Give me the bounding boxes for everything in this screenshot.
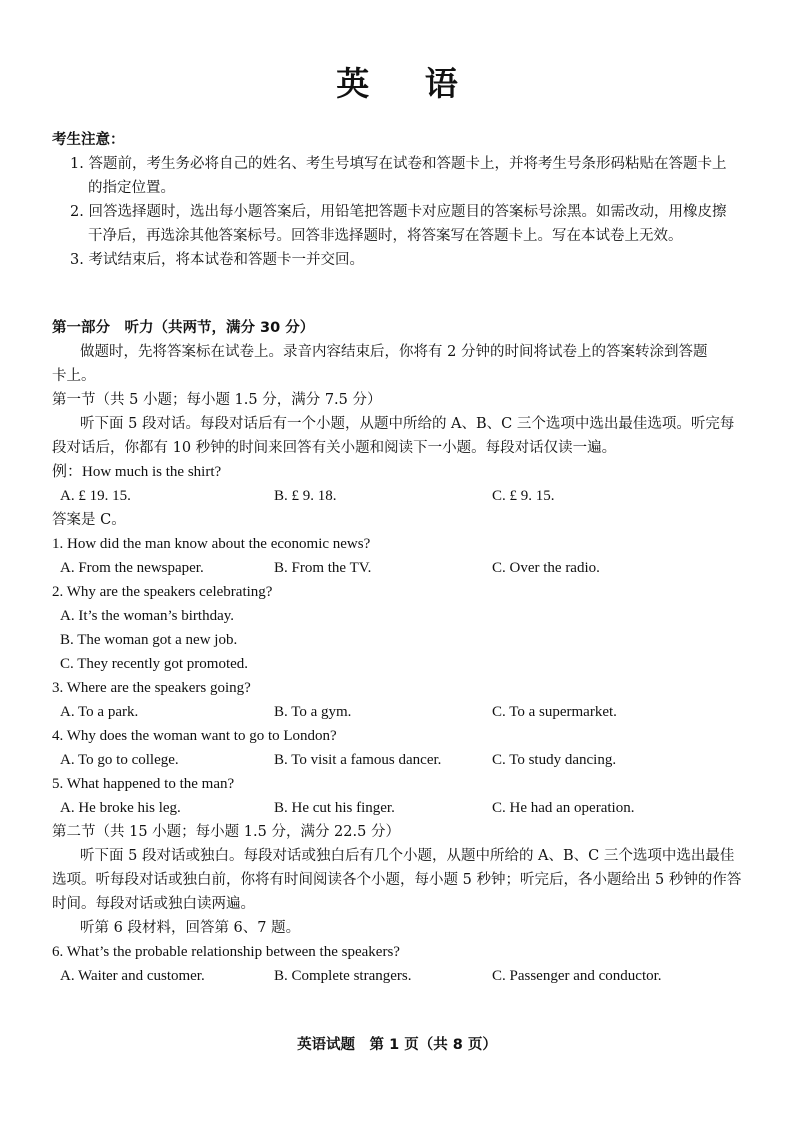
section2-instruction: 选项。听每段对话或独白前，你将有时间阅读各个小题，每小题 5 秒钟；听完后，各小题给出 5 秒钟的作答 — [52, 872, 742, 888]
page-footer: 英语试题 第 1 页（共 8 页） — [297, 1037, 497, 1053]
notice-item: 的指定位置。 — [88, 180, 175, 196]
option-b: B. He cut his finger. — [274, 800, 395, 816]
question-5: 5. What happened to the man? — [52, 776, 235, 792]
option-a: A. It’s the woman’s birthday. — [60, 608, 235, 624]
question-2: 2. Why are the speakers celebrating? — [52, 584, 273, 600]
question-3: 3. Where are the speakers going? — [52, 680, 251, 696]
option-c: C. He had an operation. — [492, 800, 635, 816]
option-b: B. From the TV. — [274, 560, 372, 576]
option-c: C. Passenger and conductor. — [492, 968, 662, 984]
question-6-options — [52, 964, 782, 988]
notice-section — [52, 128, 782, 272]
part1-instruction: 卡上。 — [52, 368, 96, 384]
option-c: C. To study dancing. — [492, 752, 617, 768]
notice-item: 1. 答题前，考生务必将自己的姓名、考生号填写在试卷和答题卡上，并将考生号条形码粘贴在答题卡上 — [70, 156, 727, 172]
example-question: 例：How much is the shirt? — [52, 464, 222, 480]
option-a: A. From the newspaper. — [60, 560, 204, 576]
section1-instruction: 听下面 5 段对话。每段对话后有一个小题，从题中所给的 A、B、C 三个选项中选出最佳选项。听完每 — [80, 416, 735, 432]
part1-section — [52, 316, 782, 988]
question-6: 6. What’s the probable relationship between the speakers? — [52, 944, 400, 960]
section1-heading: 第一节（共 5 小题；每小题 1.5 分，满分 7.5 分） — [52, 392, 382, 408]
notice-heading: 考生注意： — [52, 132, 125, 148]
notice-item: 2. 回答选择题时，选出每小题答案后，用铅笔把答题卡对应题目的答案标号涂黑。如需改动，用橡皮擦 — [70, 204, 727, 220]
question-4-options — [52, 748, 782, 772]
option-b: B. To a gym. — [274, 704, 352, 720]
option-a: A. Waiter and customer. — [60, 968, 205, 984]
section1-instruction: 段对话后，你都有 10 秒钟的时间来回答有关小题和阅读下一小题。每段对话仅读一遍。 — [52, 440, 617, 456]
option-b: B. Complete strangers. — [274, 968, 412, 984]
option-a: A. He broke his leg. — [60, 800, 181, 816]
part1-heading: 第一部分 听力（共两节，满分 30 分） — [52, 320, 315, 336]
example-answer: 答案是 C。 — [52, 512, 126, 528]
part1-instruction: 做题时，先将答案标在试卷上。录音内容结束后，你将有 2 分钟的时间将试卷上的答案转涂到答题 — [80, 344, 708, 360]
question-5-options — [52, 796, 782, 820]
section2-heading: 第二节（共 15 小题；每小题 1.5 分，满分 22.5 分） — [52, 824, 400, 840]
option-b: B. The woman got a new job. — [60, 632, 238, 648]
question-3-options — [52, 700, 782, 724]
option-c: C. They recently got promoted. — [60, 656, 249, 672]
material-note: 听第 6 段材料，回答第 6、7 题。 — [80, 920, 301, 936]
section2-instruction: 时间。每段对话或独白读两遍。 — [52, 896, 255, 912]
question-4: 4. Why does the woman want to go to London? — [52, 728, 337, 744]
option-c: C. £ 9. 15. — [492, 488, 555, 504]
question-1: 1. How did the man know about the economic news? — [52, 536, 371, 552]
option-c: C. Over the radio. — [492, 560, 600, 576]
question-1-options — [52, 556, 782, 580]
option-c: C. To a supermarket. — [492, 704, 617, 720]
option-a: A. To a park. — [60, 704, 139, 720]
option-b: B. To visit a famous dancer. — [274, 752, 442, 768]
option-a: A. £ 19. 15. — [60, 488, 131, 504]
page-title: 英 语 — [336, 64, 480, 103]
notice-item: 干净后，再选涂其他答案标号。回答非选择题时，将答案写在答题卡上。写在本试卷上无效。 — [88, 228, 683, 244]
notice-item: 3. 考试结束后，将本试卷和答题卡一并交回。 — [70, 252, 364, 268]
option-b: B. £ 9. 18. — [274, 488, 337, 504]
section2-instruction: 听下面 5 段对话或独白。每段对话或独白后有几个小题，从题中所给的 A、B、C 三个选项中选出最佳 — [80, 848, 735, 864]
example-options — [52, 484, 782, 508]
option-a: A. To go to college. — [60, 752, 179, 768]
